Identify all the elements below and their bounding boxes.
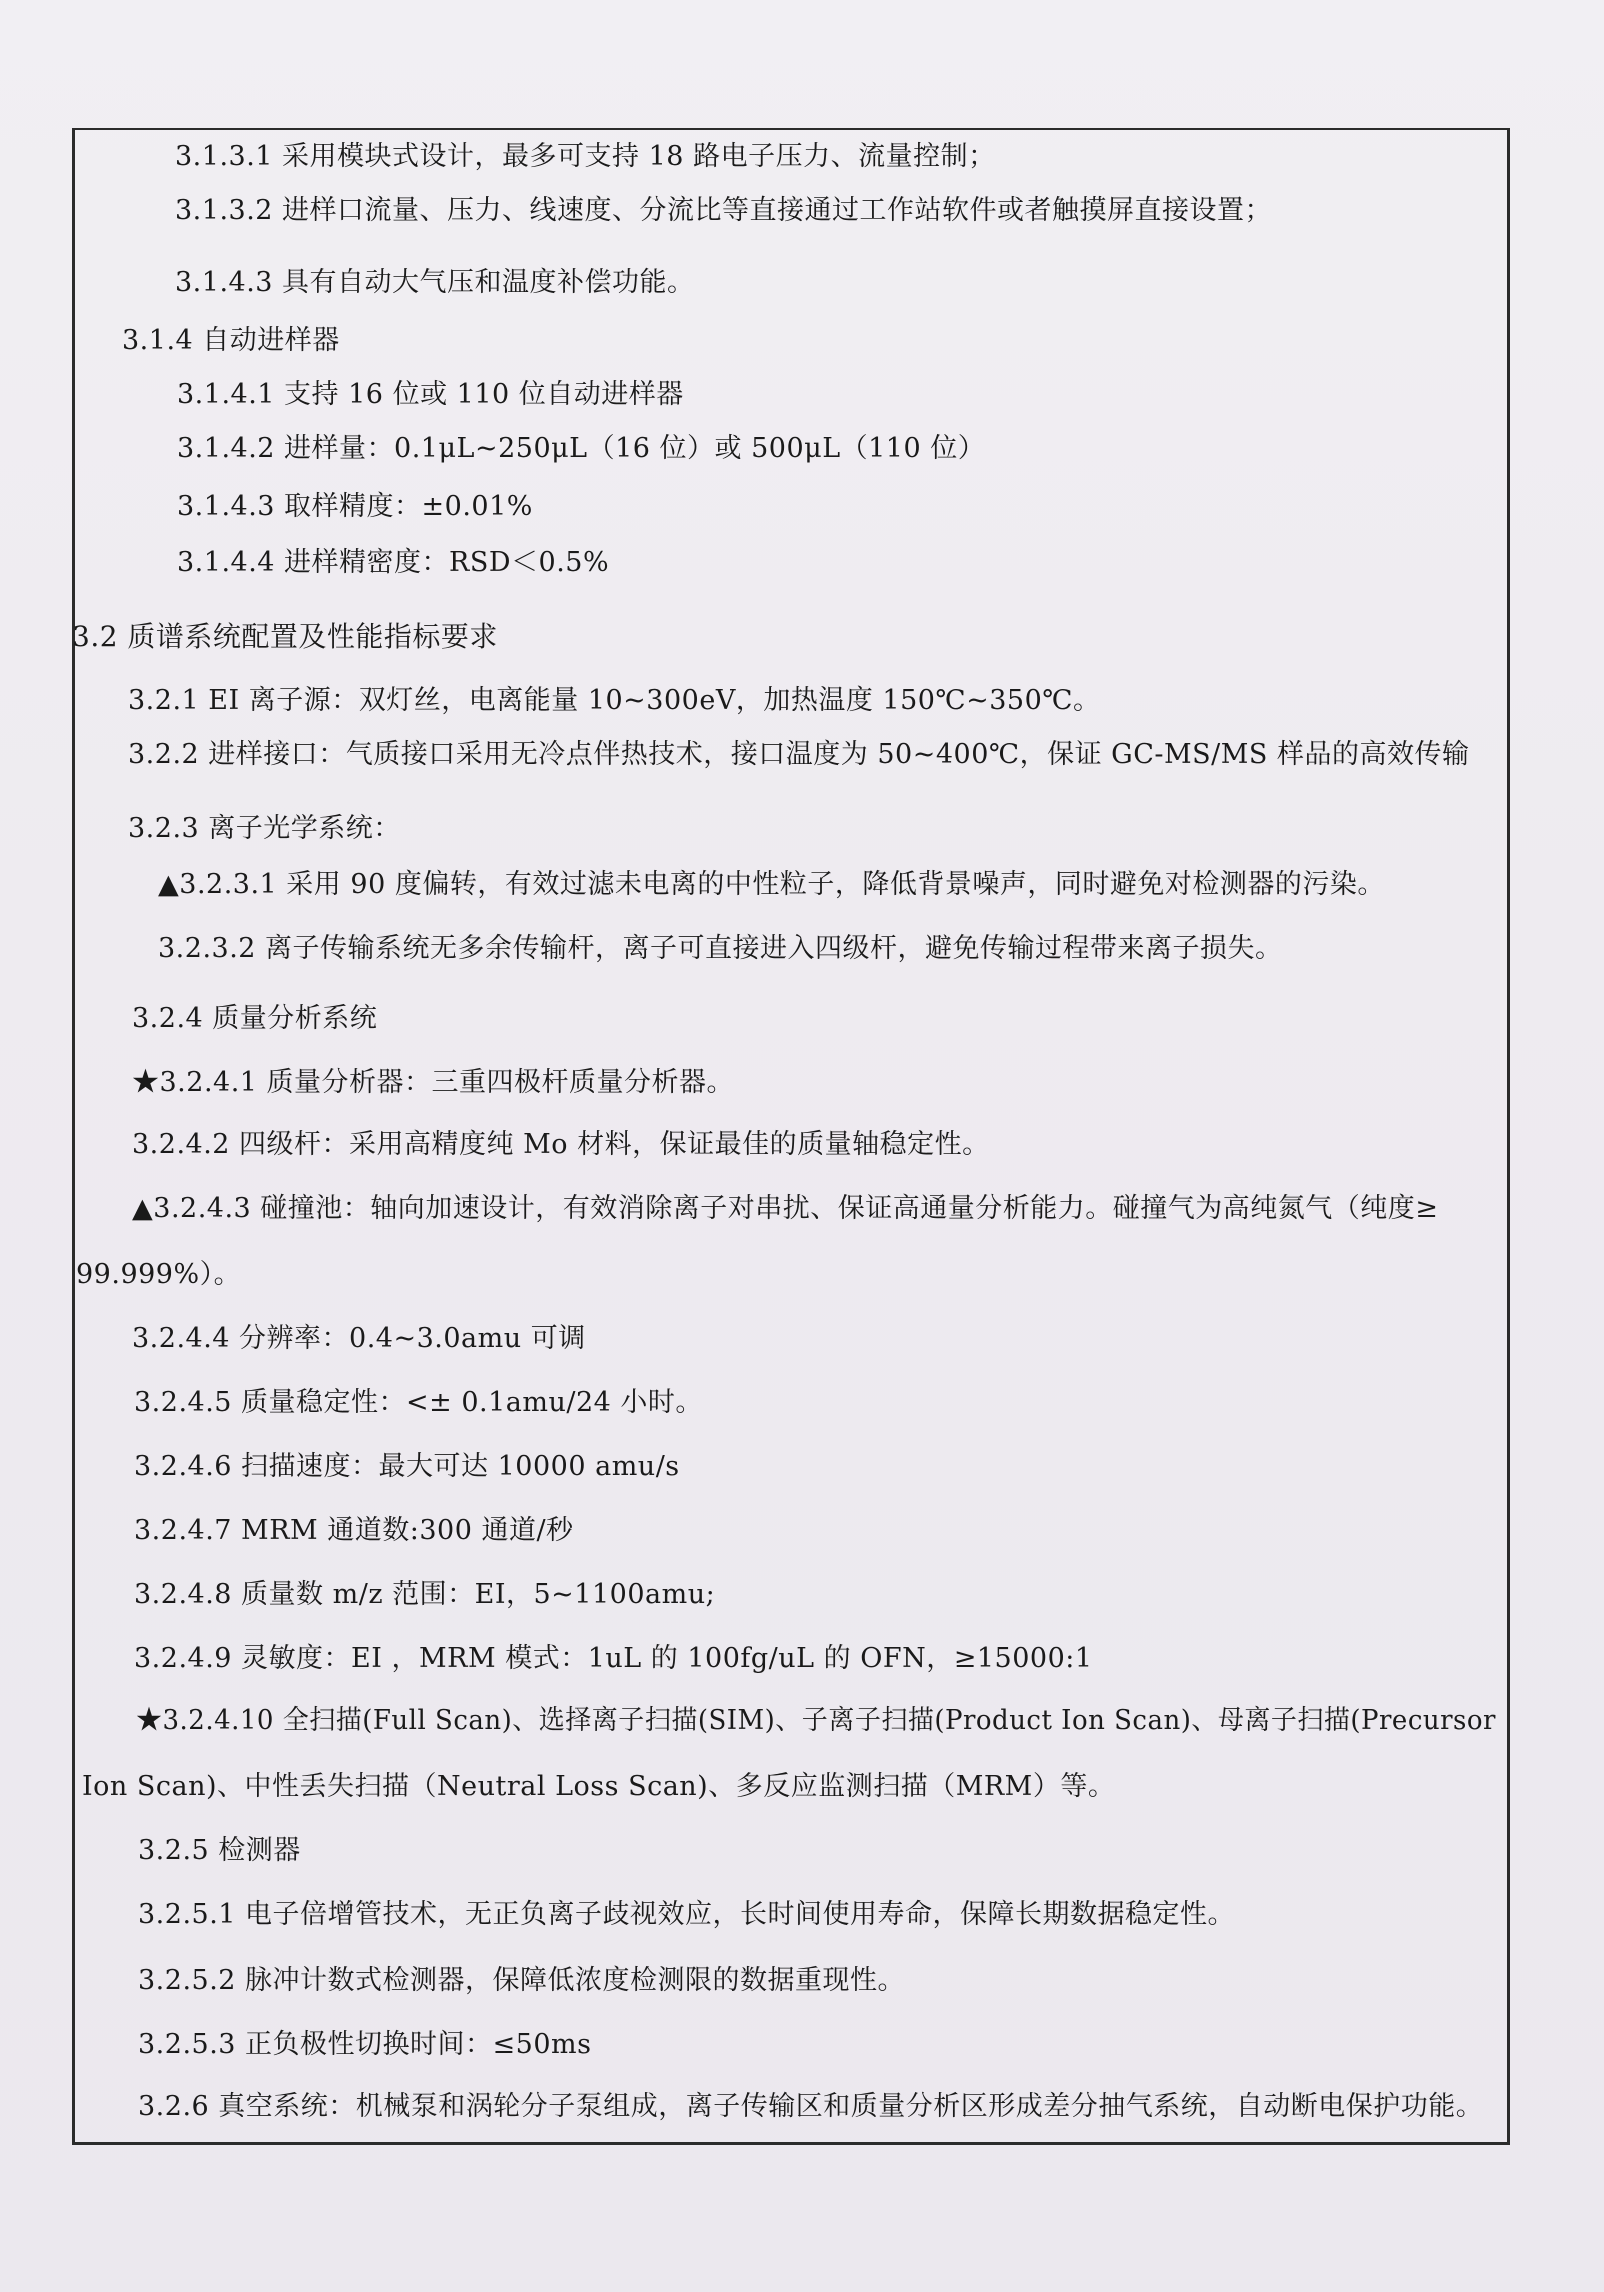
spec-line: 3.2.4.8 质量数 m/z 范围：EI，5~1100amu; xyxy=(134,1579,716,1610)
section-heading: 3.2.3 离子光学系统： xyxy=(128,813,401,844)
spec-line: ★3.2.4.1 质量分析器：三重四极杆质量分析器。 xyxy=(132,1067,735,1098)
spec-line: 3.2.5.2 脉冲计数式检测器，保障低浓度检测限的数据重现性。 xyxy=(138,1965,906,1996)
spec-line-continued: Ion Scan)、中性丢失扫描（Neutral Loss Scan)、多反应监测扫描（MRM）等。 xyxy=(82,1771,1116,1802)
spec-line: 3.2.1 EI 离子源：双灯丝，电离能量 10~300eV，加热温度 150℃~350℃。 xyxy=(128,685,1101,716)
spec-line: 3.2.5.1 电子倍增管技术，无正负离子歧视效应，长时间使用寿命，保障长期数据稳定性。 xyxy=(138,1899,1236,1930)
spec-line: 3.2.4.9 灵敏度：EI ，MRM 模式：1uL 的 100fg/uL 的 OFN，≥15000:1 xyxy=(134,1643,1093,1674)
spec-line: 3.2.6 真空系统：机械泵和涡轮分子泵组成，离子传输区和质量分析区形成差分抽气系统，自动断电保护功能。 xyxy=(138,2091,1484,2122)
spec-line: 3.1.3.2 进样口流量、压力、线速度、分流比等直接通过工作站软件或者触摸屏直接设置； xyxy=(175,195,1273,226)
spec-line: 3.2.4.2 四级杆：采用高精度纯 Mo 材料，保证最佳的质量轴稳定性。 xyxy=(132,1129,990,1160)
spec-line: 3.2.4.7 MRM 通道数:300 通道/秒 xyxy=(134,1515,574,1546)
spec-line: ▲3.2.3.1 采用 90 度偏转，有效过滤未电离的中性粒子，降低背景噪声，同时避免对检测器的污染。 xyxy=(158,869,1385,900)
spec-line: 3.1.4.2 进样量：0.1μL~250μL（16 位）或 500μL（110 位） xyxy=(177,433,986,464)
spec-line: ★3.2.4.10 全扫描(Full Scan)、选择离子扫描(SIM)、子离子扫描(Product Ion Scan)、母离子扫描(Precursor xyxy=(136,1705,1496,1736)
spec-line: 3.1.4.3 具有自动大气压和温度补偿功能。 xyxy=(175,267,695,298)
spec-line: 3.1.4.4 进样精密度：RSD＜0.5% xyxy=(177,547,610,578)
section-heading: 3.2.4 质量分析系统 xyxy=(132,1003,378,1034)
spec-line: 3.1.4.3 取样精度：±0.01% xyxy=(177,491,533,522)
spec-line: 3.2.2 进样接口：气质接口采用无冷点伴热技术，接口温度为 50~400℃，保证 GC-MS/MS 样品的高效传输 xyxy=(128,739,1470,770)
section-heading: 3.2 质谱系统配置及性能指标要求 xyxy=(72,620,498,653)
spec-line: 3.2.5.3 正负极性切换时间：≤50ms xyxy=(138,2029,592,2060)
section-heading: 3.1.4 自动进样器 xyxy=(122,325,340,356)
spec-line: 3.2.4.4 分辨率：0.4~3.0amu 可调 xyxy=(132,1323,586,1354)
spec-line: ▲3.2.4.3 碰撞池：轴向加速设计，有效消除离子对串扰、保证高通量分析能力。碰撞气为高纯氮气（纯度≥ xyxy=(132,1193,1439,1224)
spec-line: 3.2.3.2 离子传输系统无多余传输杆，离子可直接进入四级杆，避免传输过程带来离子损失。 xyxy=(158,933,1283,964)
spec-line-continued: 99.999%）。 xyxy=(76,1259,242,1290)
spec-line: 3.2.4.5 质量稳定性：<± 0.1amu/24 小时。 xyxy=(134,1387,703,1418)
spec-line: 3.1.4.1 支持 16 位或 110 位自动进样器 xyxy=(177,379,684,410)
spec-line: 3.2.4.6 扫描速度：最大可达 10000 amu/s xyxy=(134,1451,680,1482)
spec-line: 3.1.3.1 采用模块式设计，最多可支持 18 路电子压力、流量控制； xyxy=(175,141,996,172)
section-heading: 3.2.5 检测器 xyxy=(138,1835,301,1866)
